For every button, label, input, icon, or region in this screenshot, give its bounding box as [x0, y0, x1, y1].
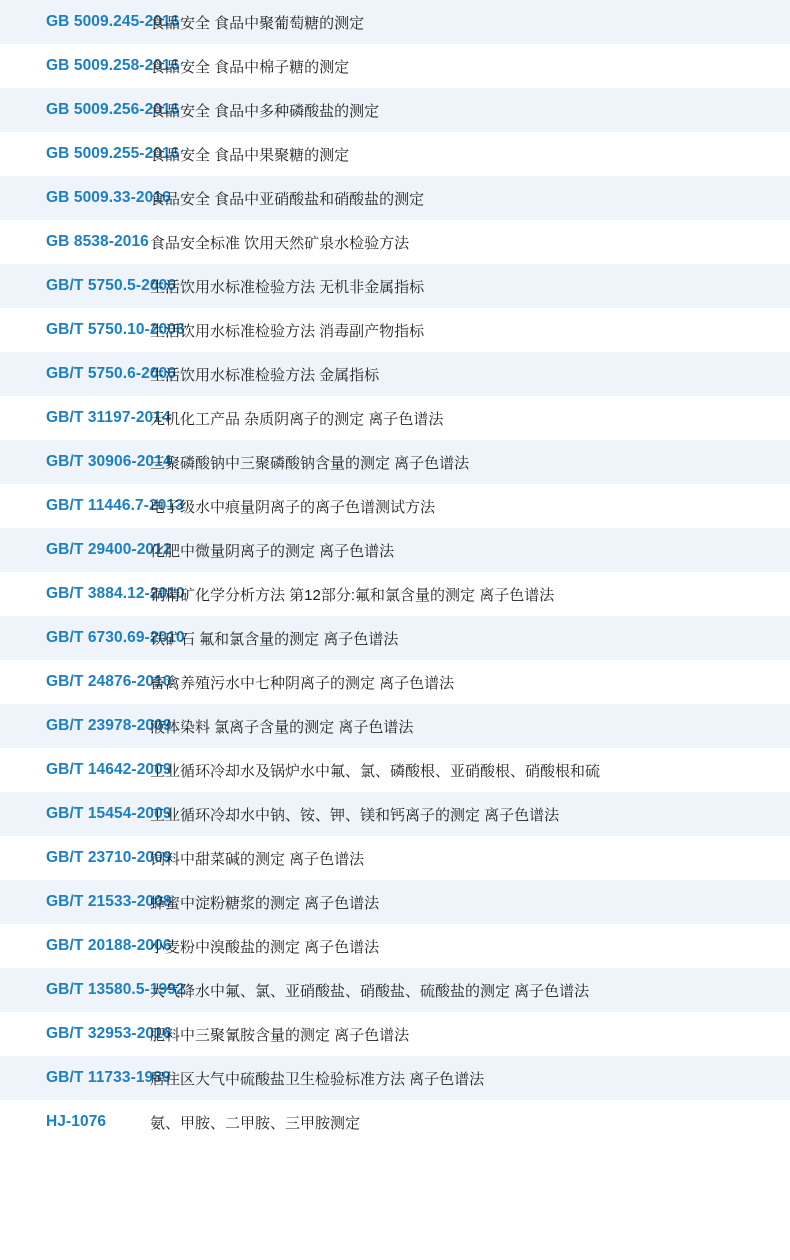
standard-title: 小麦粉中溴酸盐的测定 离子色谱法 — [150, 938, 380, 956]
table-row[interactable] — [0, 880, 790, 924]
standard-title: 食品安全 食品中多种磷酸盐的测定 — [150, 102, 380, 120]
standard-title: 生活饮用水标准检验方法 金属指标 — [150, 366, 380, 384]
standard-title: 无机化工产品 杂质阴离子的测定 离子色谱法 — [150, 410, 444, 428]
standard-code-link[interactable]: GB/T 6730.69-2010 — [46, 629, 185, 646]
table-row[interactable] — [0, 572, 790, 616]
standard-title: 食品安全 食品中棉子糖的测定 — [150, 58, 350, 76]
standard-code-link[interactable]: GB/T 23978-2009 — [46, 717, 172, 734]
standard-code-link[interactable]: GB 5009.255-2016 — [46, 145, 180, 162]
standard-title: 化肥中微量阴离子的测定 离子色谱法 — [150, 542, 395, 560]
table-row[interactable] — [0, 440, 790, 484]
standard-code-link[interactable]: GB/T 31197-2014 — [46, 409, 171, 426]
standard-code-link[interactable]: GB/T 32953-2016 — [46, 1025, 172, 1042]
standard-title: 生活饮用水标准检验方法 无机非金属指标 — [150, 278, 425, 296]
standard-title: 氨、甲胺、二甲胺、三甲胺测定 — [150, 1114, 361, 1132]
standard-title: 铜精矿化学分析方法 第12部分:氟和氯含量的测定 离子色谱法 — [150, 586, 555, 604]
table-row[interactable] — [0, 132, 790, 176]
standard-code-link[interactable]: GB/T 11446.7-2013 — [46, 497, 184, 514]
standard-code-link[interactable]: GB/T 29400-2012 — [46, 541, 172, 558]
standard-code-link[interactable]: GB/T 11733-1989 — [46, 1069, 171, 1086]
standard-code-link[interactable]: GB/T 21533-2008 — [46, 893, 172, 910]
standard-code-link[interactable]: GB/T 24876-2010 — [46, 673, 172, 690]
standard-code-link[interactable]: GB/T 23710-2009 — [46, 849, 172, 866]
table-row[interactable] — [0, 616, 790, 660]
table-row[interactable] — [0, 968, 790, 1012]
table-row[interactable] — [0, 748, 790, 792]
table-row[interactable] — [0, 176, 790, 220]
standard-title: 食品安全 食品中果聚糖的测定 — [150, 146, 350, 164]
table-row[interactable] — [0, 1012, 790, 1056]
table-row[interactable] — [0, 1100, 790, 1144]
standard-title: 工业循环冷却水及锅炉水中氟、氯、磷酸根、亚硝酸根、硝酸根和硫 — [150, 762, 601, 780]
standard-title: 食品安全 食品中聚葡萄糖的测定 — [150, 14, 365, 32]
table-row[interactable] — [0, 352, 790, 396]
standard-code-link[interactable]: GB/T 20188-2006 — [46, 937, 172, 954]
table-row[interactable] — [0, 44, 790, 88]
standard-title: 大气降水中氟、氯、亚硝酸盐、硝酸盐、硫酸盐的测定 离子色谱法 — [150, 982, 590, 1000]
standard-title: 工业循环冷却水中钠、铵、钾、镁和钙离子的测定 离子色谱法 — [150, 806, 560, 824]
table-row[interactable] — [0, 660, 790, 704]
standard-title: 食品安全 食品中亚硝酸盐和硝酸盐的测定 — [150, 190, 425, 208]
standard-title: 畜禽养殖污水中七种阴离子的测定 离子色谱法 — [150, 674, 455, 692]
standard-code-link[interactable]: GB 5009.245-2016 — [46, 13, 180, 30]
table-row[interactable] — [0, 792, 790, 836]
standard-title: 饲料中甜菜碱的测定 离子色谱法 — [150, 850, 365, 868]
table-row[interactable] — [0, 88, 790, 132]
standard-title: 蜂蜜中淀粉糖浆的测定 离子色谱法 — [150, 894, 380, 912]
standard-code-link[interactable]: GB 5009.256-2016 — [46, 101, 180, 118]
table-row[interactable] — [0, 308, 790, 352]
standard-code-link[interactable]: GB 8538-2016 — [46, 233, 149, 250]
standard-code-link[interactable]: GB/T 3884.12-2010 — [46, 585, 185, 602]
standard-title: 居住区大气中硫酸盐卫生检验标准方法 离子色谱法 — [150, 1070, 485, 1088]
table-row[interactable] — [0, 396, 790, 440]
table-row[interactable] — [0, 704, 790, 748]
table-row[interactable] — [0, 0, 790, 44]
table-row[interactable] — [0, 220, 790, 264]
standard-code-link[interactable]: HJ-1076 — [46, 1113, 107, 1130]
standard-code-link[interactable]: GB/T 5750.6-2006 — [46, 365, 176, 382]
standard-title: 铁矿石 氟和氯含量的测定 离子色谱法 — [150, 630, 399, 648]
table-row[interactable] — [0, 836, 790, 880]
table-row[interactable] — [0, 264, 790, 308]
standard-code-link[interactable]: GB/T 30906-2014 — [46, 453, 172, 470]
standard-code-link[interactable]: GB/T 5750.10-2006 — [46, 321, 185, 338]
table-row[interactable] — [0, 528, 790, 572]
standard-title: 液体染料 氯离子含量的测定 离子色谱法 — [150, 718, 414, 736]
standard-title: 肥料中三聚氰胺含量的测定 离子色谱法 — [150, 1026, 410, 1044]
standard-code-link[interactable]: GB 5009.258-2016 — [46, 57, 180, 74]
table-row[interactable] — [0, 484, 790, 528]
standard-code-link[interactable]: GB/T 15454-2009 — [46, 805, 172, 822]
table-row[interactable] — [0, 1056, 790, 1100]
page-bottom-spacer — [0, 1144, 790, 1254]
standard-code-link[interactable]: GB/T 14642-2009 — [46, 761, 172, 778]
standard-code-link[interactable]: GB/T 13580.5-1992 — [46, 981, 185, 998]
standard-code-link[interactable]: GB/T 5750.5-2006 — [46, 277, 176, 294]
table-row[interactable] — [0, 924, 790, 968]
standard-code-link[interactable]: GB 5009.33-2016 — [46, 189, 171, 206]
standard-title: 食品安全标准 饮用天然矿泉水检验方法 — [150, 234, 410, 252]
standard-title: 电子级水中痕量阴离子的离子色谱测试方法 — [150, 498, 436, 516]
standard-title: 三聚磷酸钠中三聚磷酸钠含量的测定 离子色谱法 — [150, 454, 470, 472]
standard-title: 生活饮用水标准检验方法 消毒副产物指标 — [150, 322, 425, 340]
